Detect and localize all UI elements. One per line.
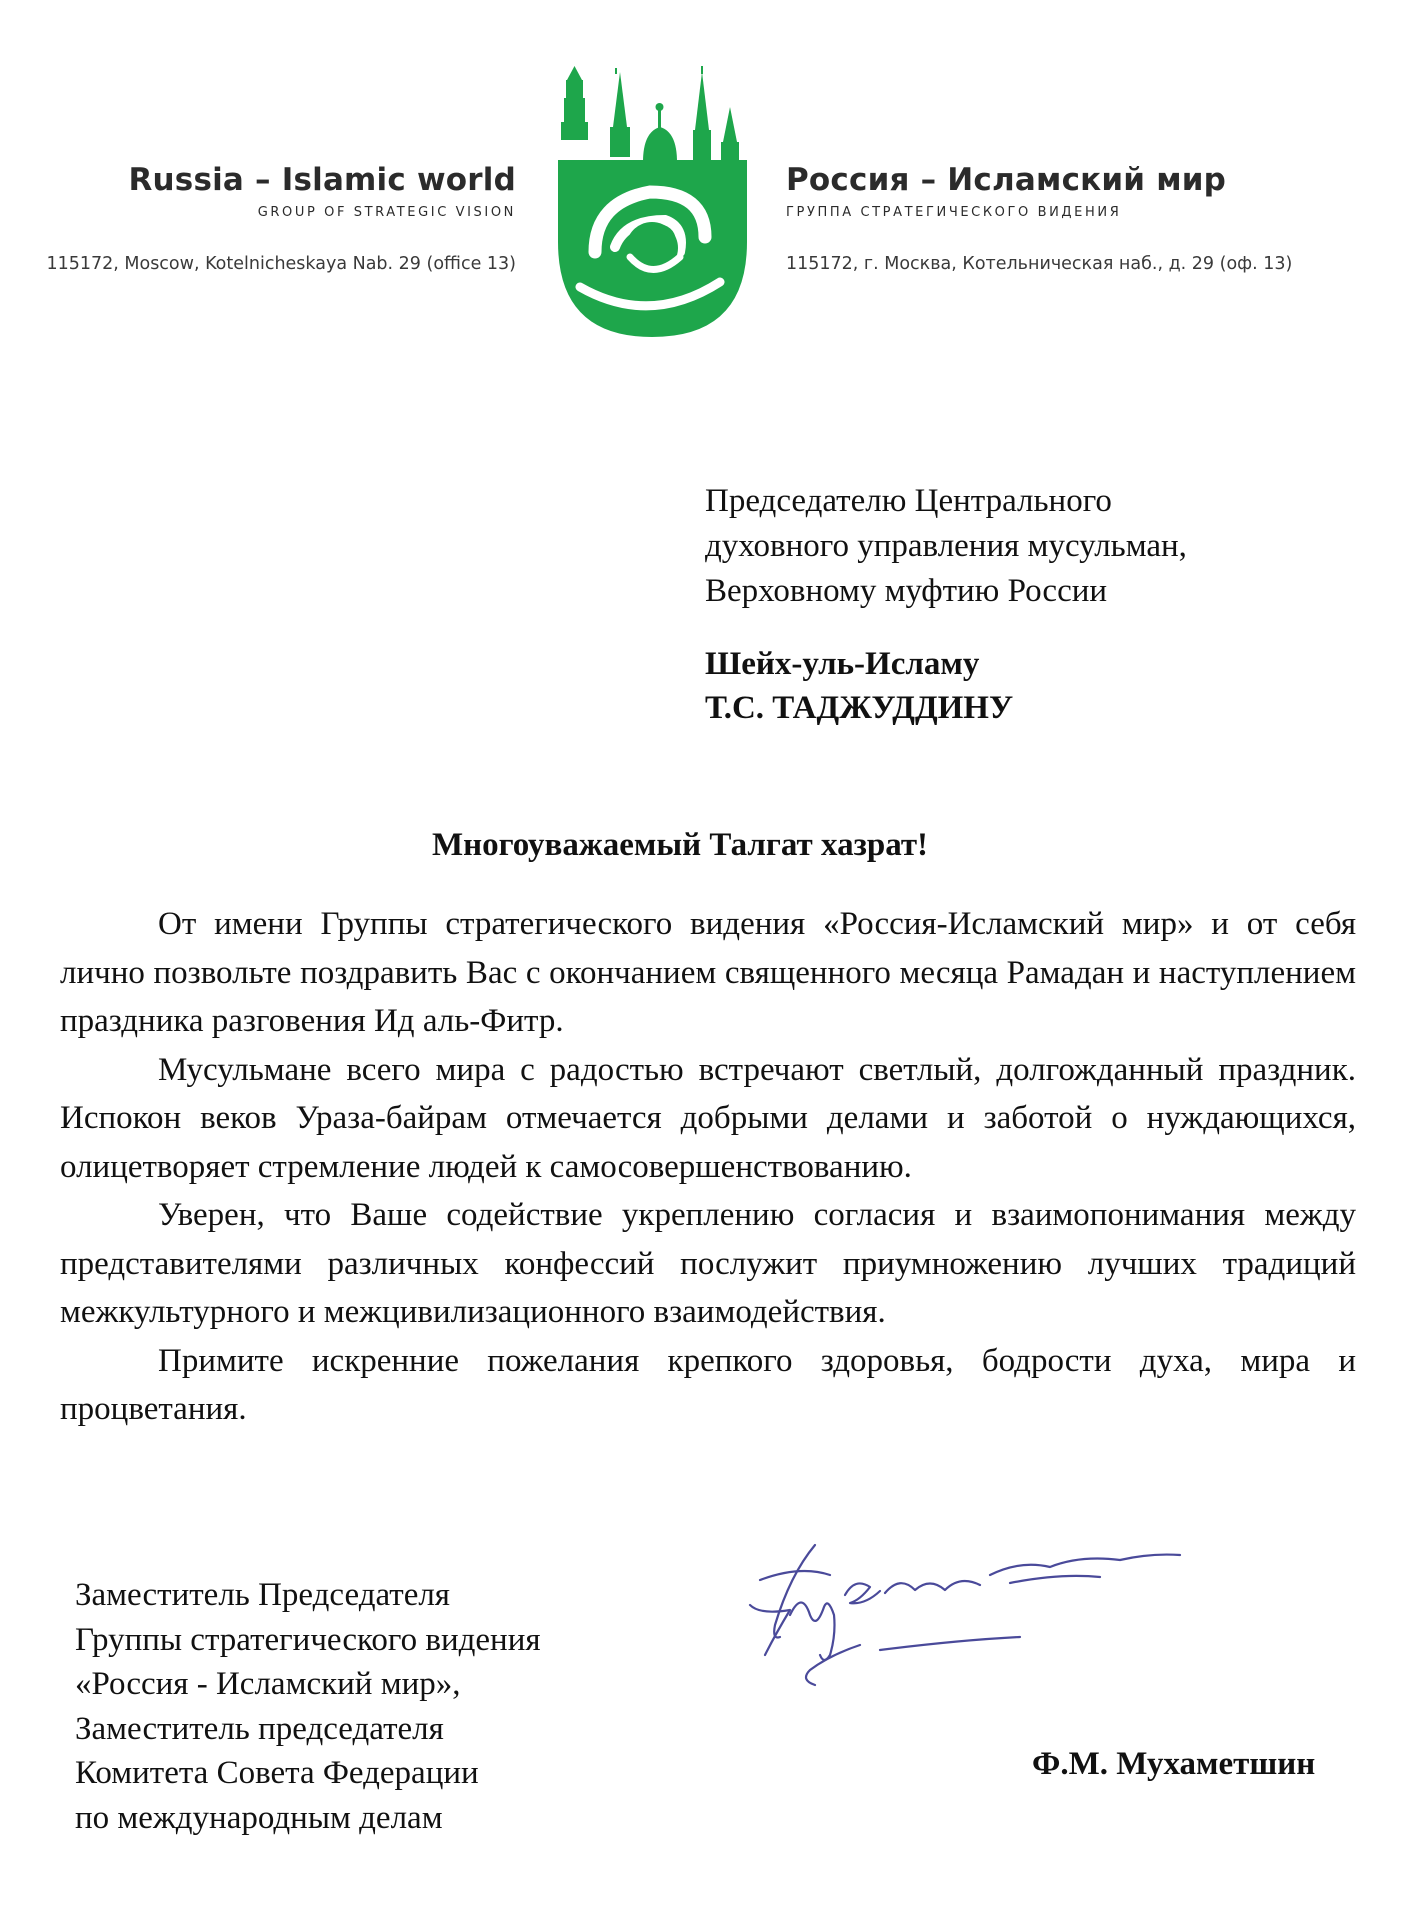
signer-title-line: по международным делам bbox=[75, 1799, 443, 1836]
handwritten-signature bbox=[720, 1505, 1240, 1745]
addressee-surname: Т.С. ТАДЖУДДИНУ bbox=[705, 690, 1014, 726]
addressee-title: Шейх-уль-Исламу bbox=[705, 646, 980, 682]
signer-name: Ф.М. Мухаметшин bbox=[1032, 1746, 1316, 1782]
org-address-ru: 115172, г. Москва, Котельническая наб., д. 29 (оф. 13) bbox=[786, 254, 1293, 274]
addressee-line: Верховному муфтию России bbox=[705, 573, 1108, 609]
org-subtitle-ru: ГРУППА СТРАТЕГИЧЕСКОГО ВИДЕНИЯ bbox=[786, 205, 1122, 220]
letterhead-russian bbox=[786, 160, 1306, 275]
signer-title-line: Комитета Совета Федерации bbox=[75, 1755, 479, 1791]
signer-title-line: Заместитель председателя bbox=[75, 1710, 444, 1747]
body-paragraph: Уверен, что Ваше содействие укреплению согласия и взаимопонимания между представителями различных конфессий послужит приумножению лучших традиций межкультурного и межцивилизационного взаимодействия. bbox=[60, 1197, 1356, 1330]
body-paragraph: Мусульмане всего мира с радостью встречают светлый, долгожданный праздник. Испокон веков Ураза-байрам отмечается добрыми делами и заботой о нуждающихся, олицетворяет стремление людей к самосовершенствованию. bbox=[60, 1051, 1356, 1185]
addressee-line: Председателю Центрального bbox=[705, 483, 1112, 519]
signer-title-line: Заместитель Председателя bbox=[75, 1577, 450, 1613]
signer-title-line: «Россия - Исламский мир», bbox=[75, 1666, 461, 1702]
org-name-ru: Россия – Исламский мир bbox=[786, 162, 1227, 198]
salutation: Многоуважаемый Талгат хазрат! bbox=[431, 827, 929, 863]
addressee-name bbox=[705, 642, 1013, 730]
org-address-en: 115172, Moscow, Kotelnicheskaya Nab. 29 (office 13) bbox=[46, 254, 516, 274]
kremlin-mosque-crescent-logo bbox=[555, 52, 750, 342]
signer-title-line: Группы стратегического видения bbox=[75, 1621, 541, 1658]
body-paragraph: Примите искренние пожелания крепкого здоровья, бодрости духа, мира и процветания. bbox=[60, 1342, 1356, 1427]
org-subtitle-en: GROUP OF STRATEGIC VISION bbox=[257, 205, 516, 220]
body-paragraph: От имени Группы стратегического видения «Россия-Исламский мир» и от себя лично позвольте поздравить Вас с окончанием священного месяца Рамадан и наступлением праздника разговения Ид аль-Фитр. bbox=[60, 906, 1356, 1039]
org-name-en: Russia – Islamic world bbox=[128, 162, 516, 198]
addressee-block bbox=[705, 479, 1187, 614]
signer-title bbox=[75, 1573, 541, 1840]
letter-body bbox=[60, 900, 1356, 1434]
addressee-line: духовного управления мусульман, bbox=[705, 528, 1187, 564]
letterhead-english bbox=[26, 160, 516, 275]
